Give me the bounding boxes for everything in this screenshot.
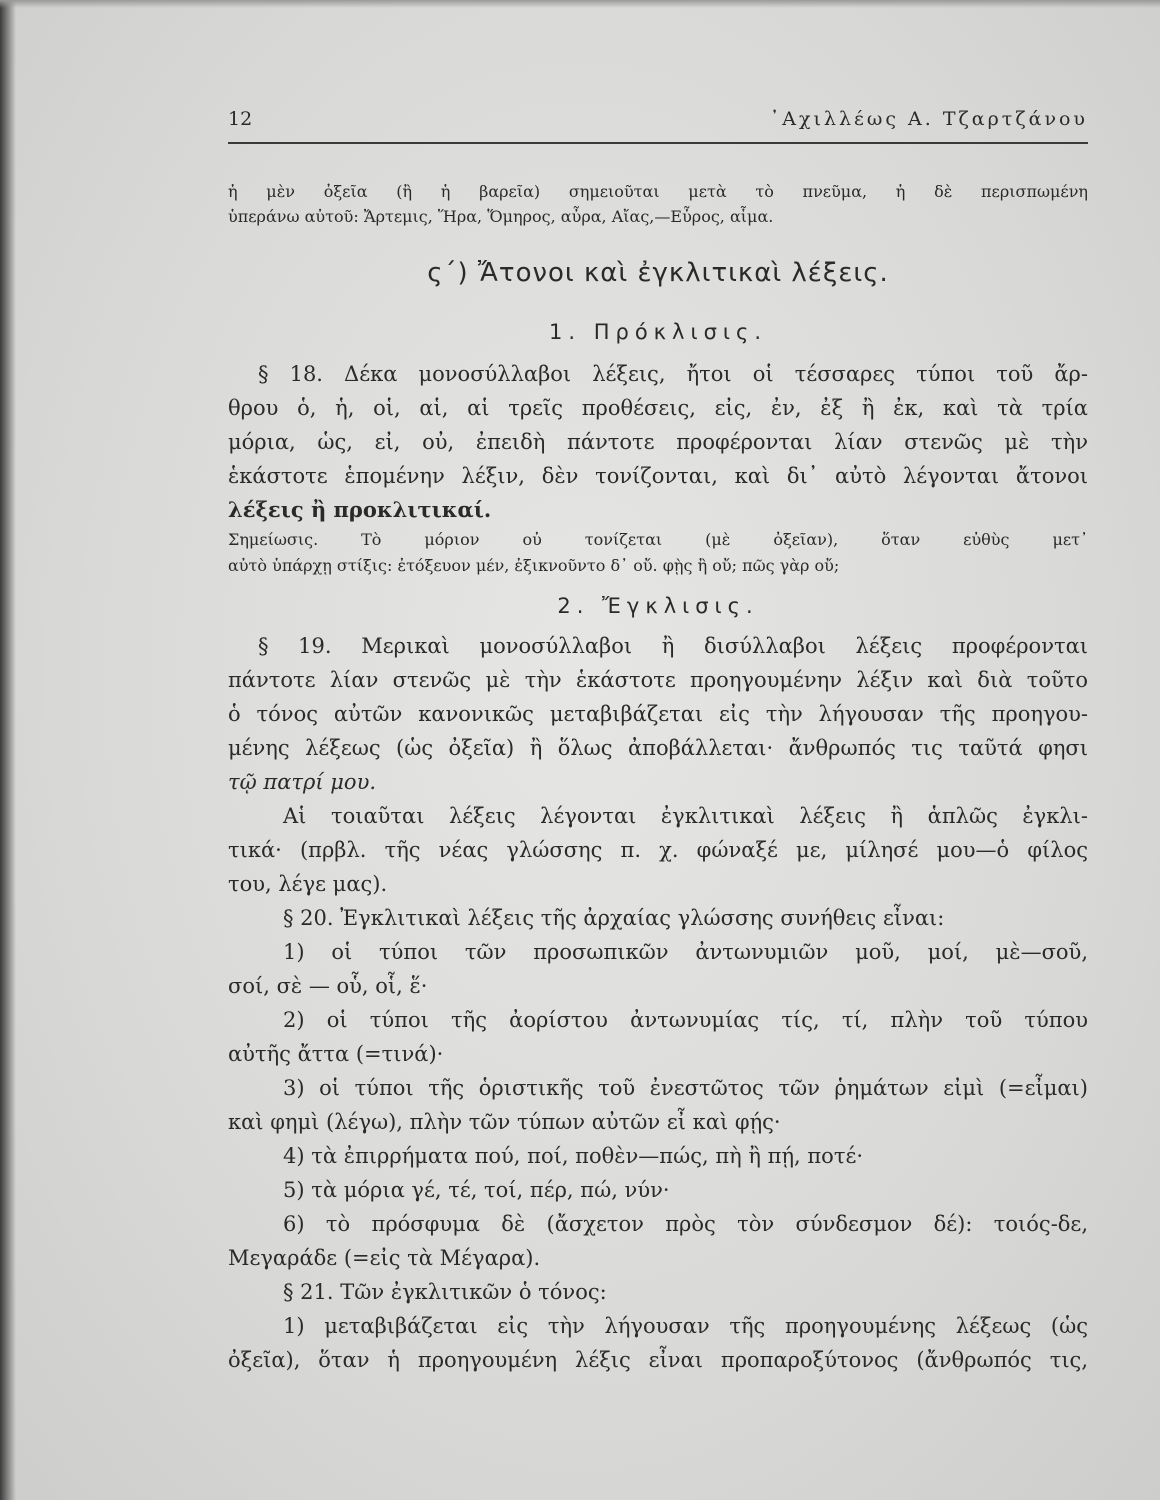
running-title: ᾿Αχιλλέως Α. Τζαρτζάνου [769, 108, 1088, 130]
text-line: σοί, σὲ — οὗ, οἷ, ἕ· [228, 974, 428, 998]
header-rule [228, 142, 1088, 144]
text-line: 5) τὰ μόρια γέ, τέ, τοί, πέρ, πώ, νύν· [283, 1178, 670, 1202]
text-line: μόρια, ὡς, εἰ, οὐ, ἐπειδὴ πάντοτε προφέρονται λίαν στενῶς μὲ τὴν [228, 430, 1088, 454]
text-line: § 19. Μερικαὶ μονοσύλλαβοι ἢ δισύλλαβοι λέξεις προφέρονται [258, 634, 1088, 658]
text-line: Μεγαράδε (=εἰς τὰ Μέγαρα). [228, 1246, 541, 1270]
text-line: μένης λέξεως (ὡς ὀξεῖα) ἢ ὅλως ἀποβάλλεται· ἄνθρωπός τις ταῦτά φησι [228, 736, 1088, 760]
text-line: ὀξεῖα), ὅταν ἡ προηγουμένη λέξις εἶναι προπαροξύτονος (ἄνθρωπός τις, [228, 1348, 1088, 1372]
text-line: 1) μεταβιβάζεται εἰς τὴν λήγουσαν τῆς προηγουμένης λέξεως (ὡς [283, 1314, 1088, 1338]
running-head [228, 108, 1088, 140]
text-line: § 21. Τῶν ἐγκλιτικῶν ὁ τόνος: [283, 1280, 607, 1304]
text-line: αὐτῆς ἄττα (=τινά)· [228, 1042, 444, 1066]
text-line: του, λέγε μας). [228, 872, 388, 896]
section-title: ς΄) Ἄτονοι καὶ ἐγκλιτικαὶ λέξεις. [427, 258, 889, 288]
text-line: ὑπεράνω αὐτοῦ: Ἄρτεμις, Ἥρα, Ὅμηρος, αὖρα, Αἴας,—Εὖρος, αἷμα. [228, 207, 774, 226]
text-line: τῷ πατρί μου. [228, 770, 377, 794]
text-line: 1) οἱ τύποι τῶν προσωπικῶν ἀντωνυμιῶν μοῦ, μοί, μὲ—σοῦ, [283, 940, 1088, 964]
text-line: πάντοτε λίαν στενῶς μὲ τὴν ἑκάστοτε προηγουμένην λέξιν καὶ διὰ τοῦτο [228, 668, 1088, 692]
page-binding-shadow [0, 0, 16, 1500]
page-number: 12 [228, 108, 253, 130]
text-line: 2) οἱ τύποι τῆς ἀορίστου ἀντωνυμίας τίς, τί, πλὴν τοῦ τύπου [283, 1008, 1088, 1032]
text-line: 3) οἱ τύποι τῆς ὁριστικῆς τοῦ ἐνεστῶτος τῶν ῥημάτων εἰμὶ (=εἶμαι) [283, 1076, 1088, 1100]
text-line: ὁ τόνος αὐτῶν κανονικῶς μεταβιβάζεται εἰς τὴν λήγουσαν τῆς προηγου- [228, 702, 1088, 726]
note-line: αὐτὸ ὑπάρχῃ στίξις: ἐτόξευον μέν, ἐξικνοῦντο δ᾿ οὔ. φῂς ἢ οὔ; πῶς γὰρ οὔ; [228, 556, 840, 575]
text-line: τικά· (πρβλ. τῆς νέας γλώσσης π. χ. φώναξέ με, μίλησέ μου—ὁ φίλος [228, 838, 1088, 862]
text-line: Αἱ τοιαῦται λέξεις λέγονται ἐγκλιτικαὶ λέξεις ἢ ἁπλῶς ἐγκλι- [283, 804, 1088, 828]
text-line: θρου ὁ, ἡ, οἱ, αἱ, αἱ τρεῖς προθέσεις, εἰς, ἐν, ἐξ ἢ ἐκ, καὶ τὰ τρία [228, 396, 1088, 420]
text-line: § 18. Δέκα μονοσύλλαβοι λέξεις, ἤτοι οἱ τέσσαρες τύποι τοῦ ἄρ- [258, 362, 1088, 386]
text-line: 4) τὰ ἐπιρρήματα πού, ποί, ποθὲν—πώς, πὴ ἢ πῄ, ποτέ· [283, 1144, 864, 1168]
text-line: 6) τὸ πρόσφυμα δὲ (ἄσχετον πρὸς τὸν σύνδεσμον δέ): τοιός-δε, [283, 1212, 1088, 1236]
subsection-title-1: 1. Πρόκλισις. [548, 320, 767, 344]
text-line: ἑκάστοτε ἑπομένην λέξιν, δὲν τονίζονται, καὶ δι᾿ αὐτὸ λέγονται ἄτονοι [228, 464, 1088, 488]
text-line: ἡ μὲν ὀξεῖα (ἢ ἡ βαρεῖα) σημειοῦται μετὰ τὸ πνεῦμα, ἡ δὲ περισπωμένη [228, 182, 1088, 201]
subsection-title-2: 2. Ἔγκλισις. [557, 594, 759, 618]
note-line: Σημείωσις. Τὸ μόριον οὐ τονίζεται (μὲ ὀξεῖαν), ὅταν εὐθὺς μετ᾿ [228, 530, 1088, 549]
text-line: § 20. Ἐγκλιτικαὶ λέξεις τῆς ἀρχαίας γλώσσης συνήθεις εἶναι: [283, 906, 945, 930]
page-top-shadow [0, 0, 1160, 8]
text-line: λέξεις ἢ προκλιτικαί. [228, 497, 492, 522]
text-line: καὶ φημὶ (λέγω), πλὴν τῶν τύπων αὐτῶν εἶ καὶ φῄς· [228, 1110, 781, 1134]
